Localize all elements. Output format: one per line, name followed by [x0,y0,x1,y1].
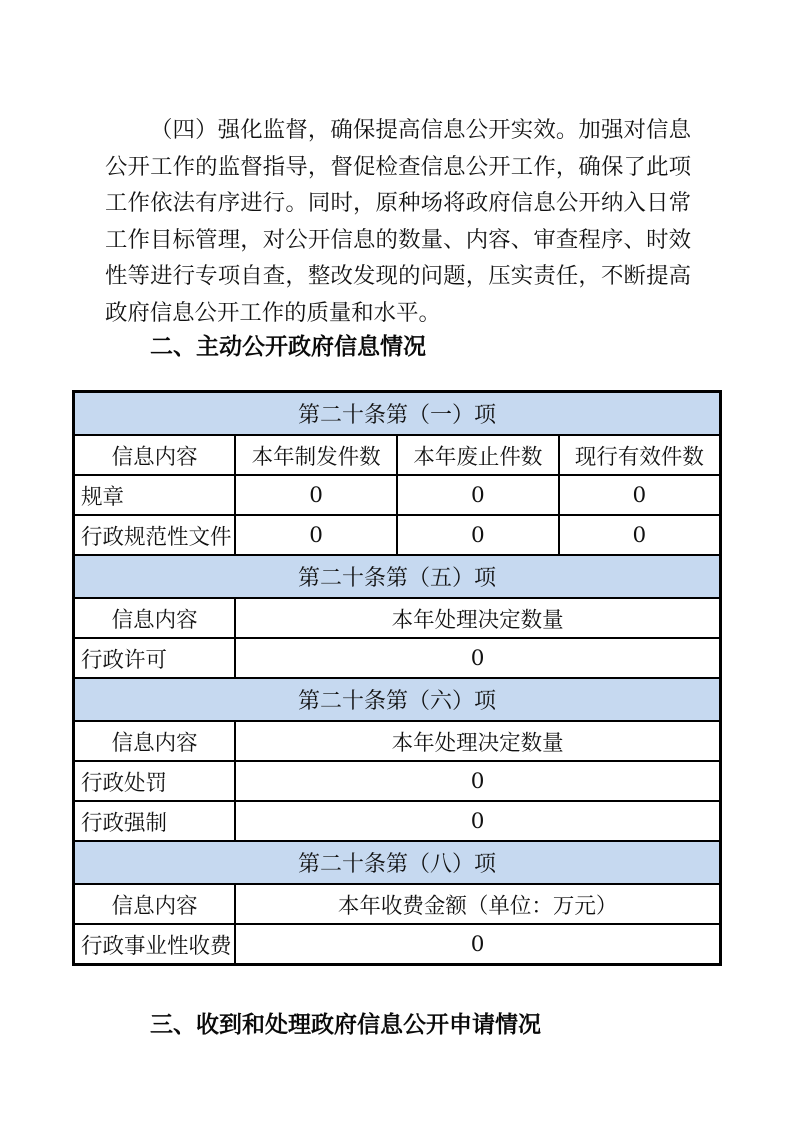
value-cell: 0 [235,761,720,801]
table-row [74,638,721,678]
row-label: 行政强制 [74,801,236,841]
column-header-row [74,721,721,761]
heading-section-three: 三、收到和处理政府信息公开申请情况 [150,1012,541,1038]
value-cell: 0 [235,924,720,965]
table-row [74,761,721,801]
column-header: 本年制发件数 [235,435,397,475]
value-cell: 0 [235,475,397,515]
column-header: 信息内容 [74,884,236,924]
disclosure-table-body [74,392,721,965]
section-title: 第二十条第（六）项 [74,678,721,721]
section-title: 第二十条第（八）项 [74,841,721,884]
column-header: 现行有效件数 [559,435,721,475]
table-row [74,515,721,555]
column-header: 本年收费金额（单位：万元） [235,884,720,924]
table-row [74,801,721,841]
disclosure-table [72,390,722,966]
table-row [74,475,721,515]
column-header-row [74,884,721,924]
section-band-row [74,392,721,436]
body-paragraph: （四）强化监督，确保提高信息公开实效。加强对信息公开工作的监督指导，督促检查信息公开工作，确保了此项工作依法有序进行。同时，原种场将政府信息公开纳入日常工作目标管理，对公开信息的数量、内容、审查程序、时效性等进行专项自查，整改发现的问题，压实责任，不断提高政府信息公开工作的质量和水平。 [105,117,691,326]
row-label: 行政处罚 [74,761,236,801]
section-title: 第二十条第（五）项 [74,555,721,598]
column-header: 本年处理决定数量 [235,721,720,761]
table-row [74,924,721,965]
value-cell: 0 [397,475,559,515]
section-title: 第二十条第（一）项 [74,392,721,436]
section-band-row [74,841,721,884]
value-cell: 0 [397,515,559,555]
row-label: 行政许可 [74,638,236,678]
value-cell: 0 [235,801,720,841]
column-header: 本年废止件数 [397,435,559,475]
column-header-row [74,598,721,638]
row-label: 规章 [74,475,236,515]
column-header-row [74,435,721,475]
row-label: 行政事业性收费 [74,924,236,965]
row-label: 行政规范性文件 [74,515,236,555]
column-header: 信息内容 [74,435,236,475]
value-cell: 0 [559,475,721,515]
value-cell: 0 [235,638,720,678]
column-header: 信息内容 [74,721,236,761]
value-cell: 0 [559,515,721,555]
value-cell: 0 [235,515,397,555]
column-header: 信息内容 [74,598,236,638]
section-band-row [74,555,721,598]
heading-section-two: 二、主动公开政府信息情况 [150,334,426,360]
section-band-row [74,678,721,721]
column-header: 本年处理决定数量 [235,598,720,638]
disclosure-table-wrap [72,390,722,966]
